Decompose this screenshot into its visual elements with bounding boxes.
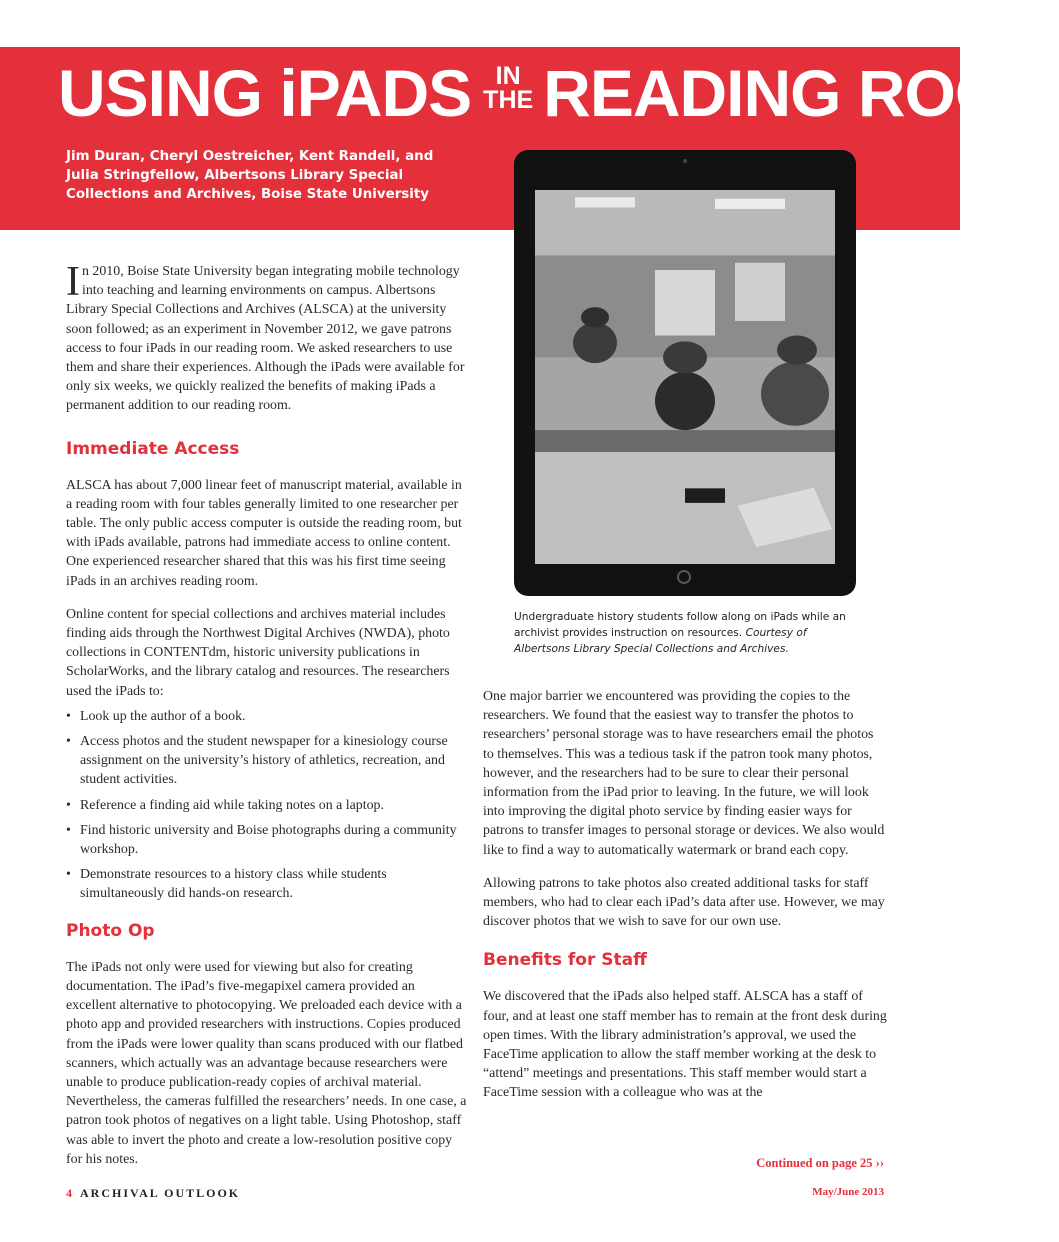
list-item: • Find historic university and Boise photographs during a community workshop. <box>66 822 457 858</box>
ipad-photo <box>514 150 856 596</box>
list-item: • Reference a finding aid while taking notes on a laptop. <box>66 796 468 815</box>
paragraph: One major barrier we encountered was providing the copies to the researchers. We found that the easiest way to transfer the photos to researchers’ personal storage was to have researchers email the photos to themselves. This was a tedious task if the patron took many photos, however, and the researchers had to be sure to clear their personal information from the iPad prior to leaving. In the future, we will look into improving the digital photo service by finding easier ways for patrons to transfer images to personal storage or devices. We also would like to find a way to automatically watermark or brand each copy. <box>483 689 885 858</box>
article-title <box>58 58 1059 128</box>
bullet-icon: • <box>66 867 71 883</box>
paragraph: Online content for special collections and archives material includes finding aids through the Northwest Digital Archives (NWDA), photo collections in CONTENTdm, historic university publications in ScholarWorks, and the library catalog and resources. The researchers used the iPads to: <box>66 606 450 699</box>
paragraph: ALSCA has about 7,000 linear feet of manuscript material, available in a reading room with four tables generally limited to one researcher per table. The only public access computer is outside the reading room, but with iPads available, patrons had immediate access to online content. One experienced researcher shared that this was his first time seeing iPads in an archives reading room. <box>66 477 462 589</box>
heading-photo-op: Photo Op <box>66 920 155 941</box>
list-item: • Look up the author of a book. <box>66 707 468 726</box>
intro-text: n 2010, Boise State University began integrating mobile technology into teaching and learning environments on campus. Albertsons Library Special Collections and Archives (ALSCA) at the university soon followed; as an experiment in November 2012, we gave patrons access to four iPads in our reading room. We asked researchers to use them and share their experiences. Although the iPads were available for only six weeks, we quickly realized the benefits of making iPads a permanent addition to our reading room. <box>66 264 465 414</box>
reading-room-photo <box>535 190 835 564</box>
heading-immediate-access: Immediate Access <box>66 438 240 459</box>
title-part-2: READING ROOM <box>543 56 1059 130</box>
paragraph: We discovered that the iPads also helped staff. ALSCA has a staff of four, and at least one staff member has to remain at the front desk during open times. With the library administration’s approval, we used the FaceTime application to allow the staff member working at the desk to “attend” meetings and presentations. This staff member would start a FaceTime session with a colleague who was at the <box>483 989 887 1101</box>
issue-date: May/June 2013 <box>812 1186 884 1198</box>
list-item: • Access photos and the student newspaper for a kinesiology course assignment on the university’s history of athletics, recreation, and student activities. <box>66 734 448 788</box>
left-column <box>66 259 468 1183</box>
title-in-the <box>483 64 533 112</box>
figure-caption <box>514 609 859 657</box>
title-the: THE <box>483 86 534 114</box>
footer-publication <box>66 1186 240 1201</box>
intro-paragraph <box>66 259 468 416</box>
bullet-icon: • <box>66 708 71 724</box>
right-column <box>483 687 887 1117</box>
caption-main: Undergraduate history students follow along on iPads while an archivist provides instruction on resources. <box>514 611 846 639</box>
heading-benefits-for-staff: Benefits for Staff <box>483 950 647 971</box>
list-item: • Demonstrate resources to a history class while students simultaneously did hands-on research. <box>66 867 387 902</box>
paragraph: Allowing patrons to take photos also created additional tasks for staff members, who had to clear each iPad’s data after use. However, we may discover photos that we wish to save for our own use. <box>483 875 885 930</box>
page-number: 4 <box>66 1186 74 1200</box>
title-part-1: USING iPADS <box>58 56 472 130</box>
drop-cap: I <box>66 259 80 305</box>
home-button-icon <box>677 570 691 584</box>
continued-link[interactable]: Continued on page 25 ›› <box>756 1156 884 1170</box>
title-in: IN <box>495 62 521 90</box>
bullet-icon: • <box>66 797 71 813</box>
camera-icon <box>683 159 687 163</box>
caption-credit: Courtesy of Albertsons Library Special Collections and Archives. <box>514 627 807 655</box>
uses-list <box>66 707 468 904</box>
author-byline: Jim Duran, Cheryl Oestreicher, Kent Randell, and Julia Stringfellow, Albertsons Library Special Collections and Archives, Boise State University <box>66 149 434 202</box>
paragraph: The iPads not only were used for viewing but also for creating documentation. The iPad’s five-megapixel camera provided an excellent alternative to photocopying. We preloaded each device with a photo app and provided researchers with instructions. Copies produced from the iPads were lower quality than scans produced with our flatbed scanners, which actually was an advantage because researchers were unable to produce publication-ready copies of archival material. Nevertheless, the cameras fulfilled the researchers’ needs. In one case, a patron took photos of negatives on a light table. Using Photoshop, staff was able to invert the photo and create a low-resolution positive copy for his notes. <box>66 959 467 1167</box>
bullet-icon: • <box>66 822 71 838</box>
bullet-icon: • <box>66 734 71 750</box>
publication-name: ARCHIVAL OUTLOOK <box>80 1186 241 1200</box>
